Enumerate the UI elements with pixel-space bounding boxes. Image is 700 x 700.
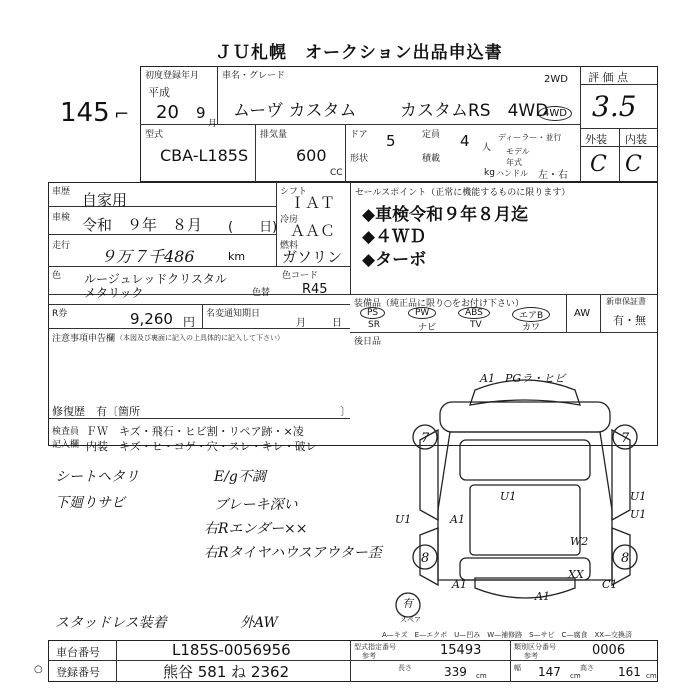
- handle-value: 左・右: [538, 170, 568, 181]
- mark-spare: 有: [402, 597, 413, 610]
- fuel-value: ガソリン: [282, 248, 343, 266]
- mark-c1: C1: [602, 578, 618, 591]
- ref-label-2-sub: 参考: [524, 652, 538, 660]
- exterior-score: C: [590, 152, 607, 177]
- mark-a1-front: A1: [480, 372, 495, 385]
- inspector-label-2: 記入欄: [52, 440, 80, 450]
- plate-dot: ○: [34, 664, 43, 675]
- after-fit-label: 後日品: [354, 337, 382, 347]
- mark-8-right: 8: [621, 551, 630, 566]
- usage-label: 車歴: [52, 187, 71, 197]
- length-label: 長さ: [398, 664, 412, 672]
- car-damage-diagram: [380, 360, 670, 630]
- width-unit: cm: [570, 672, 581, 680]
- mark-xx: XX: [568, 568, 584, 581]
- equip-navi: ナビ: [418, 323, 437, 333]
- height-unit: cm: [646, 672, 657, 680]
- inspector-int: 内装 キズ・ヒ・コゲ・穴・スレ・キレ・破レ: [86, 440, 317, 453]
- remark-4: ブレーキ深い: [214, 497, 298, 513]
- plate-label: 登録番号: [56, 666, 100, 679]
- height-value: 161: [618, 665, 641, 679]
- new-car-value: 有・無: [613, 314, 646, 327]
- remark-3: E/g不調: [214, 469, 266, 485]
- mileage-label: 走行: [52, 241, 71, 251]
- length-unit: cm: [476, 672, 487, 680]
- width-label: 幅: [514, 664, 521, 672]
- mark-u1-center: U1: [500, 490, 517, 503]
- transfer-label: 名変通知期日: [206, 309, 261, 319]
- equip-ps: PS: [360, 307, 385, 319]
- score-value: 3.5: [592, 90, 637, 123]
- shape-label: 形状: [350, 154, 369, 164]
- inspection-day: ( 日): [228, 220, 278, 235]
- model-year-label: モデル年式: [506, 147, 530, 167]
- recycle-value: 9,260: [130, 310, 173, 328]
- remark-5: 右Rエンダー××: [204, 521, 308, 537]
- dealer-label: ディーラー・並行: [498, 133, 562, 142]
- remark-1: シートヘタリ: [55, 469, 139, 485]
- reg-year: 20: [156, 102, 179, 123]
- ref-label-1: 型式指定番号: [354, 643, 396, 651]
- interior-label: 内装: [625, 133, 647, 146]
- capacity-label: 定員: [422, 130, 441, 140]
- handle-label: ハンドル: [496, 169, 528, 178]
- width-value: 147: [538, 665, 561, 679]
- chassis-label: 車台番号: [56, 646, 100, 659]
- fuel-label: 燃料: [280, 241, 299, 251]
- color-name: ルージュレッドクリスタル: [84, 272, 227, 286]
- mark-u1-right: U1: [630, 490, 647, 503]
- equipment-label: 装備品（純正品に限り○をお付け下さい）: [354, 299, 524, 309]
- repair-close: 〕: [340, 405, 351, 418]
- mark-7-left: 7: [421, 431, 430, 446]
- reg-month-unit: 月: [208, 119, 218, 129]
- mark-a1-rear: A1: [535, 590, 550, 603]
- ac-value: ＡＡＣ: [290, 222, 336, 240]
- shift-value: ＩＡＴ: [290, 194, 336, 212]
- equip-aw: AW: [574, 308, 591, 319]
- equip-tv: TV: [470, 320, 482, 330]
- mark-a1-rear-left: A1: [452, 578, 467, 591]
- color-name2: メタリック: [84, 286, 144, 300]
- drive-4wd: 4WD: [538, 106, 572, 121]
- plate-value: 熊谷 581 ね 2362: [163, 663, 290, 681]
- length-value: 339: [444, 665, 467, 679]
- remark-6: 右Rタイヤハウスアウター歪: [204, 545, 382, 561]
- recycle-unit: 円: [183, 315, 196, 329]
- notes-sub: （本図及び裏面に記入の上具体的に記入して下さい）: [116, 334, 284, 342]
- equip-leather: カワ: [522, 323, 541, 333]
- interior-score: C: [625, 152, 642, 177]
- mileage-unit: km: [228, 250, 246, 263]
- transfer-day: 日: [332, 318, 342, 329]
- notes-label: 注意事項申告欄: [52, 334, 116, 344]
- color-tone-label: 色替: [252, 288, 271, 298]
- mark-u1-right-lower: U1: [630, 508, 647, 521]
- capacity-value: 4: [460, 132, 470, 150]
- model-label: 型式: [145, 130, 164, 140]
- ref-value-1: 15493: [440, 643, 482, 658]
- remark-2: 下廻りサビ: [55, 495, 125, 511]
- inspection-value: 令和 ９年 ８月: [82, 216, 203, 234]
- remark-8: 外AW: [240, 615, 278, 631]
- first-reg-label: 初度登録年月: [145, 71, 200, 81]
- color-label: 色: [52, 271, 62, 281]
- displacement-label: 排気量: [260, 130, 288, 140]
- cc-unit: CC: [330, 168, 343, 178]
- ref-value-2: 0006: [592, 643, 626, 658]
- doors-value: 5: [386, 132, 396, 150]
- era-label: 平成: [148, 86, 170, 99]
- inspection-label: 車検: [52, 213, 71, 223]
- car-grade: カスタムRS 4WD: [400, 101, 549, 121]
- form-title: ＪＵ札幌 オークション出品申込書: [215, 43, 503, 63]
- model-value: CBA-L185S: [160, 146, 249, 165]
- chassis-value: L185S-0056956: [172, 641, 291, 659]
- displacement-value: 600: [296, 146, 327, 165]
- remark-7: スタッドレス装着: [55, 615, 167, 631]
- mark-spare-label: スペア: [400, 616, 421, 624]
- mileage-value: ９万７千486: [100, 247, 195, 266]
- mark-a1-left: A1: [450, 513, 465, 526]
- ac-label: 冷房: [280, 215, 299, 225]
- car-name: ムーヴ カスタム: [233, 101, 357, 121]
- recycle-label: R券: [52, 309, 68, 319]
- height-label: 高さ: [580, 664, 594, 672]
- color-code: R45: [302, 282, 328, 297]
- damage-legend: A—キズ E—エクボ U—凹み W—補修跡 S—サビ C—腐食 XX—交換済: [382, 631, 633, 639]
- color-code-label: 色コード: [282, 271, 319, 281]
- mark-7-right: 7: [621, 431, 630, 446]
- mark-8-left: 8: [421, 551, 430, 566]
- new-car-label: 新車保証書: [606, 297, 646, 306]
- mark-pg-crack: PGラ・ヒビ: [505, 372, 566, 385]
- mark-w2: W2: [570, 535, 589, 548]
- equip-sr: SR: [368, 320, 380, 330]
- exterior-label: 外装: [585, 133, 607, 146]
- doors-label: ドア: [350, 130, 368, 140]
- inspector-ext: ＦＷ キズ・飛石・ヒビ割・リペア跡・×凌: [86, 425, 304, 438]
- shift-label: シフト: [280, 187, 308, 197]
- person-unit: 人: [482, 143, 492, 153]
- bottom-section: [48, 640, 658, 682]
- equip-abs: ABS: [458, 307, 490, 319]
- sales-point-2: ◆４ＷＤ: [362, 227, 427, 247]
- reg-month: 9: [196, 104, 206, 122]
- mark-u1-left: U1: [395, 513, 412, 526]
- inspector-label-1: 検査員: [52, 427, 80, 437]
- lot-tick: ⌐: [114, 104, 130, 125]
- sales-points-label: セールスポイント（正常に機能するものに限ります）: [355, 188, 571, 198]
- sales-point-1: ◆車検令和９年８月迄: [362, 205, 529, 225]
- lot-number: 145: [60, 98, 110, 128]
- ref-label-1-sub: 参考: [362, 652, 376, 660]
- sales-point-3: ◆ターボ: [362, 250, 427, 270]
- drive-2wd: 2WD: [544, 74, 568, 85]
- equip-pw: PW: [408, 307, 436, 319]
- score-label: 評 価 点: [588, 71, 628, 84]
- usage-value: 自家用: [82, 191, 128, 209]
- transfer-month: 月: [296, 318, 306, 329]
- equip-airbag: エアB: [512, 307, 550, 322]
- ref-label-2: 類別区分番号: [514, 643, 556, 651]
- load-label: 積載: [422, 154, 441, 164]
- kg-unit: kg: [484, 168, 495, 178]
- car-name-label: 車名・グレード: [222, 71, 286, 81]
- repair-label: 修復歴 有〔箇所: [52, 405, 140, 418]
